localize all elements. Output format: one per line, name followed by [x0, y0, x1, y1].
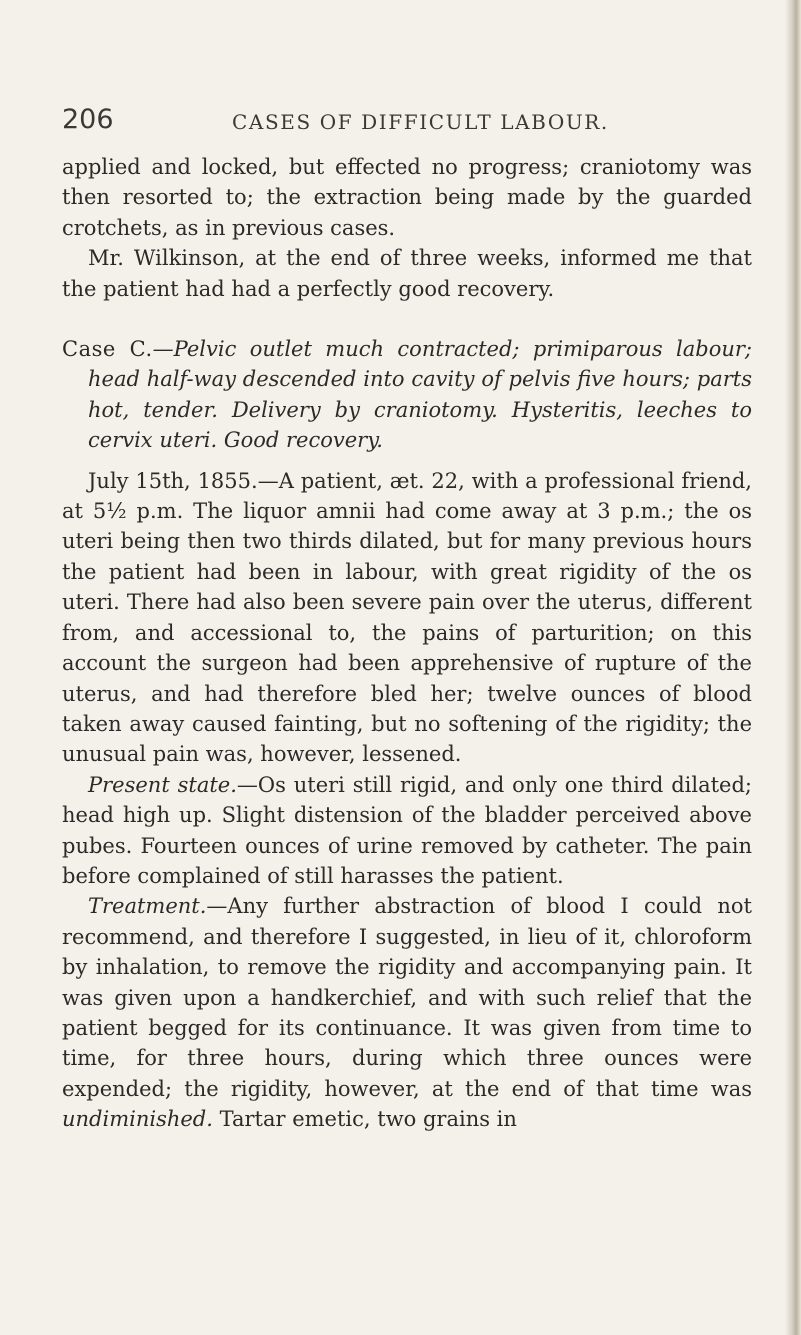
present-state-label: Present state.: [88, 772, 237, 797]
page-body: [62, 152, 752, 1135]
section-gap: [62, 304, 752, 334]
case-summary: —Pelvic outlet much contracted; primiparous labour; head half-way descended into cavity of pelvis five hours; parts hot, tender. Delivery by craniotomy. Hysteritis, leeches to cervix uteri. Good recovery.: [88, 337, 752, 453]
paragraph-recovery: Mr. Wilkinson, at the end of three weeks, informed me that the patient had had a perfectly good recovery.: [62, 246, 752, 301]
running-head: CASES OF DIFFICULT LABOUR.: [232, 110, 609, 134]
treatment-emphasis: undiminished.: [62, 1107, 213, 1132]
page-number: 206: [62, 104, 114, 135]
case-label: Case C.: [62, 337, 153, 362]
paragraph-present-state: [62, 770, 752, 892]
page-edge: [785, 0, 801, 1335]
case-heading: [62, 334, 752, 456]
paragraph-continuation: applied and locked, but effected no progress; craniotomy was then resorted to; the extraction being made by the guarded crotchets, as in previous cases.: [62, 155, 752, 240]
treatment-text: —Any further abstraction of blood I could not recommend, and therefore I suggested, in lieu of it, chloroform by inhalation, to remove the rigidity and accompanying pain. It was given upon a handkerchief, and with such relief that the patient begged for its continuance. It was given from time to time, for three hours, during which three ounces were expended; the rigidity, however, at the end of that time was: [62, 894, 752, 1101]
heading-gap: [62, 456, 752, 466]
paragraph-history: July 15th, 1855.—A patient, æt. 22, with a professional friend, at 5½ p.m. The liquor amnii had come away at 3 p.m.; the os uteri being then two thirds dilated, but for many previous hours the patient had been in labour, with great rigidity of the os uteri. There had also been severe pain over the uterus, different from, and accessional to, the pains of parturition; on this account the surgeon had been apprehensive of rupture of the uterus, and had therefore bled her; twelve ounces of blood taken away caused fainting, but no softening of the rigidity; the unusual pain was, however, lessened.: [62, 468, 752, 767]
present-state-text: —Os uteri still rigid, and only one third dilated; head high up. Slight distension of the bladder perceived above pubes. Fourteen ounces of urine removed by catheter. The pain before complained of still harasses the patient.: [62, 772, 753, 888]
paragraph-treatment: [62, 891, 752, 1134]
treatment-label: Treatment.: [88, 894, 207, 919]
page-header: [62, 104, 752, 144]
treatment-text-end: Tartar emetic, two grains in: [212, 1107, 517, 1132]
